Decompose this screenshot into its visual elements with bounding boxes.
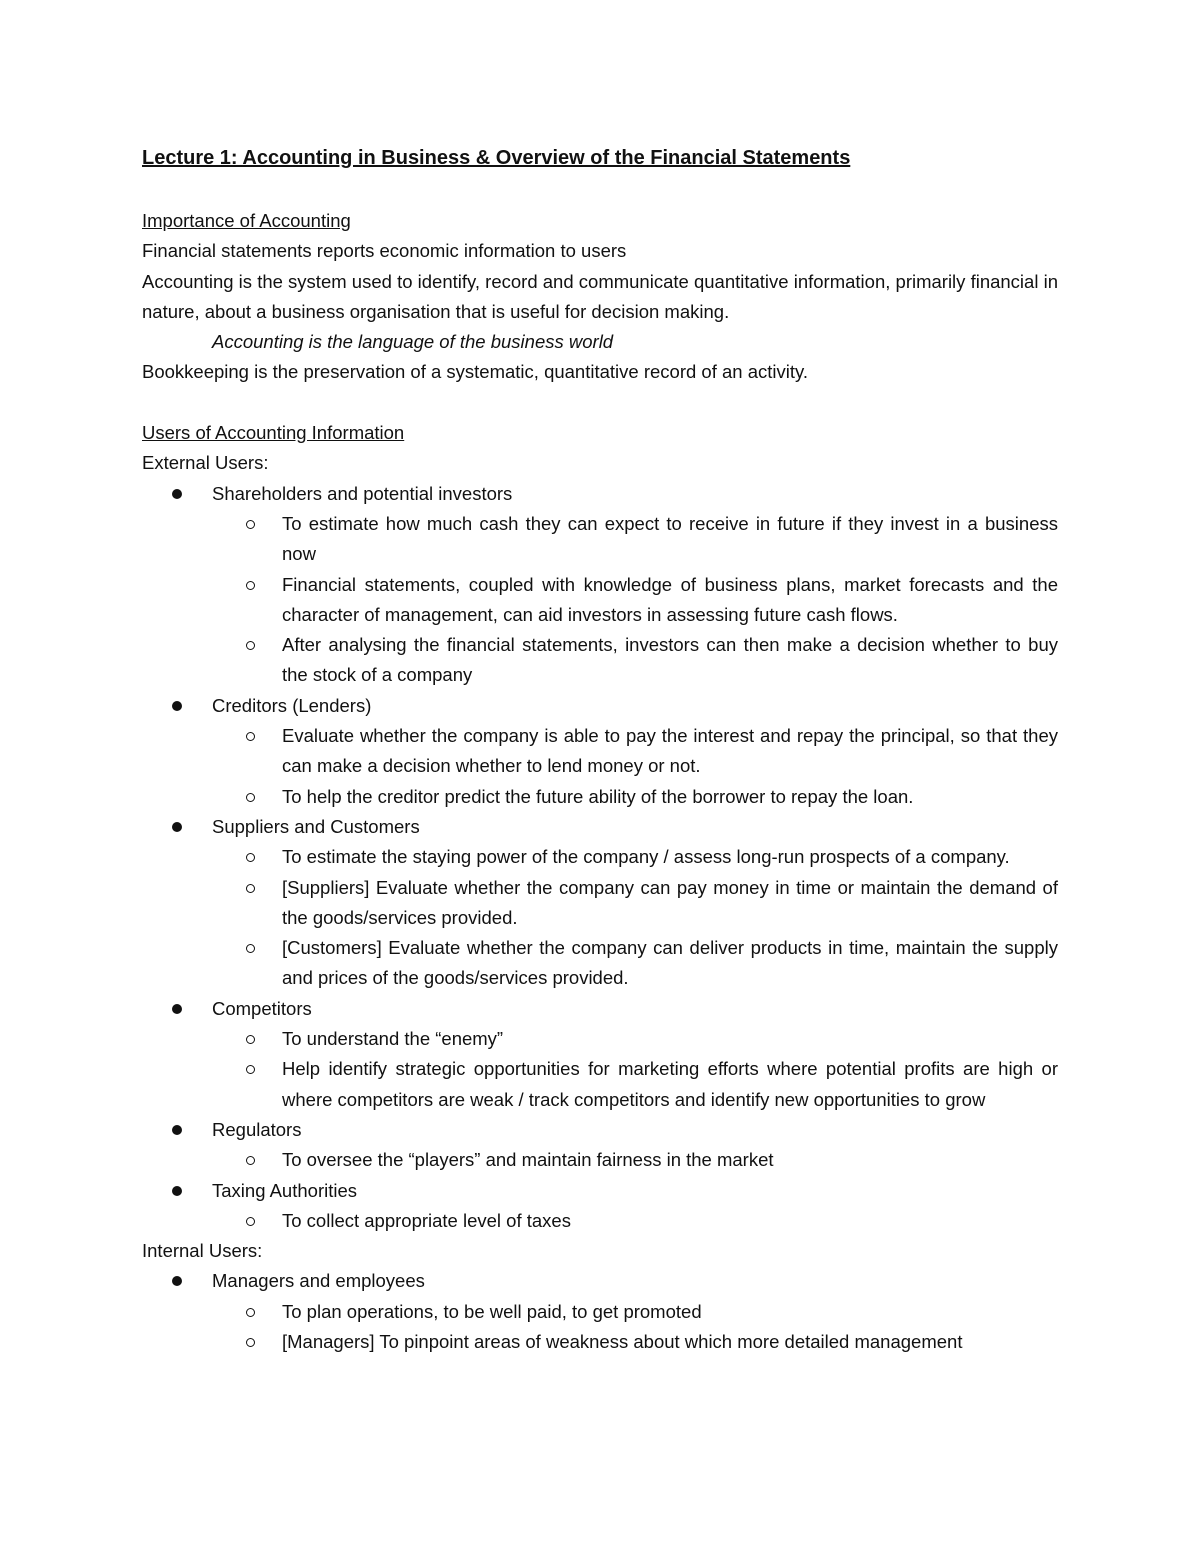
sub-list-item-text: [Customers] Evaluate whether the company can deliver products in time, maintain the supply and prices of the goods/services provided. [282,937,1058,989]
sub-list-item-text: [Suppliers] Evaluate whether the company can pay money in time or maintain the demand of the goods/services provided. [282,876,1058,928]
external-users-label: External Users: [142,452,269,474]
sub-list-item [212,721,1058,782]
sub-list [212,1206,1058,1236]
hollow-bullet-icon [246,793,255,802]
sub-list [212,1024,1058,1115]
list-item-label: Competitors [212,997,312,1019]
sub-list-item-text: Evaluate whether the company is able to pay the interest and repay the principal, so that they can make a decision whether to lend money or not. [282,725,1058,777]
list-item [142,1266,1058,1357]
sub-list-item [212,630,1058,691]
hollow-bullet-icon [246,853,255,862]
sub-list-item-text: Financial statements, coupled with knowledge of business plans, market forecasts and the character of management, can aid investors in assessing future cash flows. [282,573,1058,625]
italic-quote: Accounting is the language of the business world [212,331,614,353]
section-heading-users: Users of Accounting Information [142,422,405,444]
filled-bullet-icon [172,1276,182,1286]
hollow-bullet-icon [246,1035,255,1044]
list-item-label: Regulators [212,1118,302,1140]
sub-list [212,1145,1058,1175]
sub-list [212,842,1058,993]
sub-list-item-text: To plan operations, to be well paid, to get promoted [282,1300,702,1322]
list-item [142,691,1058,812]
blank-line [142,388,1058,418]
sub-list-item-text: To estimate how much cash they can expect to receive in future if they invest in a business now [282,512,1058,565]
sub-list-item [212,842,1058,872]
list-item [142,994,1058,1115]
list-item-label: Creditors (Lenders) [212,694,372,716]
hollow-bullet-icon [246,520,255,529]
paragraph-line: Bookkeeping is the preservation of a systematic, quantitative record of an activity. [142,361,808,383]
hollow-bullet-icon [246,1065,255,1074]
list-item [142,812,1058,994]
sub-list-item-text: Help identify strategic opportunities for marketing efforts where potential profits are high or where competitors are weak / track competitors and identify new opportunities to grow [282,1058,1058,1110]
page-title: Lecture 1: Accounting in Business & Overview of the Financial Statements [142,147,851,169]
sub-list-item-text: To help the creditor predict the future ability of the borrower to repay the loan. [282,785,914,807]
sub-list [212,721,1058,812]
sub-list-item [212,873,1058,934]
filled-bullet-icon [172,822,182,832]
sub-list [212,1297,1058,1358]
sub-list-item [212,1054,1058,1115]
hollow-bullet-icon [246,884,255,893]
paragraph-line: Financial statements reports economic information to users [142,240,627,262]
sub-list-item-text: To understand the “enemy” [282,1028,504,1050]
filled-bullet-icon [172,1125,182,1135]
list-item-label: Suppliers and Customers [212,815,420,837]
filled-bullet-icon [172,489,182,499]
sub-list-item [212,933,1058,994]
list-item [142,1115,1058,1176]
filled-bullet-icon [172,1186,182,1196]
sub-list-item [212,1024,1058,1054]
hollow-bullet-icon [246,1217,255,1226]
internal-users-label: Internal Users: [142,1240,263,1262]
hollow-bullet-icon [246,581,255,590]
sub-list-item-text: To oversee the “players” and maintain fairness in the market [282,1149,774,1171]
paragraph-definition: Accounting is the system used to identify, record and communicate quantitative information, primarily financial in nature, about a business organisation that is useful for decision making. [142,270,1058,322]
filled-bullet-icon [172,701,182,711]
sub-list-item-text: To collect appropriate level of taxes [282,1209,571,1231]
sub-list-item [212,509,1058,570]
list-item-label: Taxing Authorities [212,1179,358,1201]
hollow-bullet-icon [246,1156,255,1165]
sub-list-item-text: [Managers] To pinpoint areas of weakness about which more detailed management [282,1330,963,1352]
list-item [142,1176,1058,1237]
hollow-bullet-icon [246,732,255,741]
external-users-list [142,479,1058,1236]
document-body [142,206,1058,1357]
sub-list [212,509,1058,691]
hollow-bullet-icon [246,641,255,650]
list-item [142,479,1058,691]
sub-list-item-text: After analysing the financial statements, investors can then make a decision whether to buy the stock of a company [282,634,1058,686]
internal-users-list [142,1266,1058,1357]
sub-list-item [212,782,1058,812]
sub-list-item [212,1145,1058,1175]
list-item-label: Managers and employees [212,1270,425,1292]
sub-list-item-text: To estimate the staying power of the company / assess long-run prospects of a company. [282,846,1010,868]
hollow-bullet-icon [246,944,255,953]
sub-list-item [212,570,1058,631]
hollow-bullet-icon [246,1338,255,1347]
hollow-bullet-icon [246,1308,255,1317]
filled-bullet-icon [172,1004,182,1014]
sub-list-item [212,1327,1058,1357]
sub-list-item [212,1297,1058,1327]
sub-list-item [212,1206,1058,1236]
list-item-label: Shareholders and potential investors [212,482,513,504]
section-heading-importance: Importance of Accounting [142,210,351,231]
